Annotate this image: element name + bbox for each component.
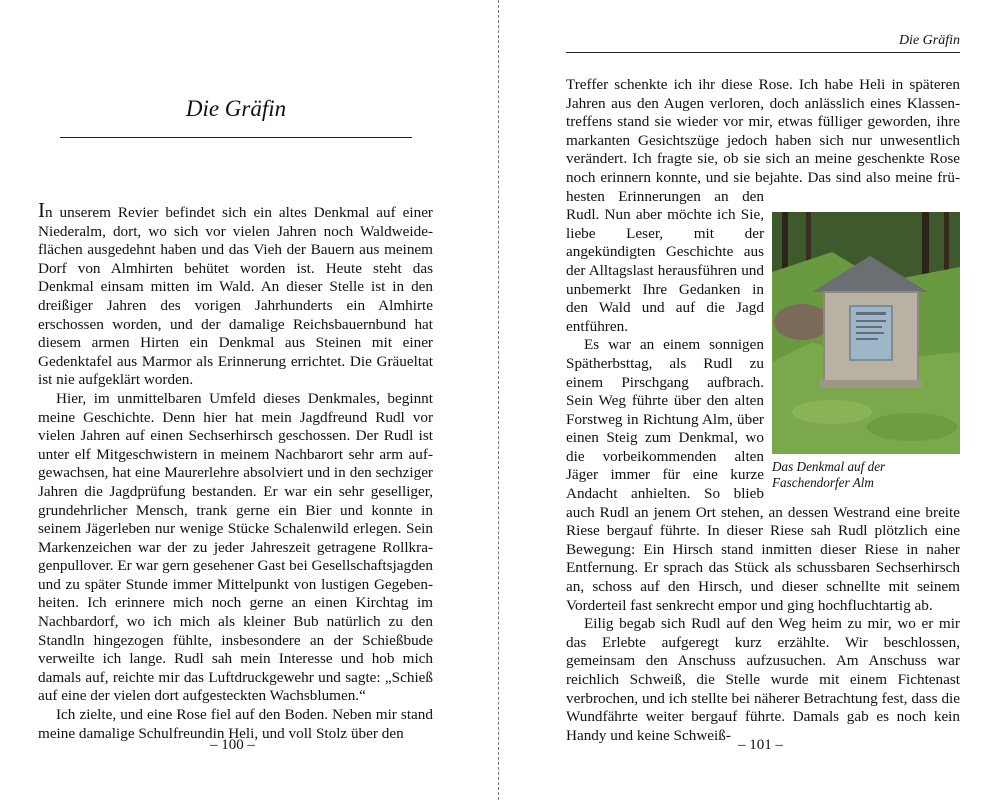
figure-caption: Das Denkmal auf der Faschendorfer Alm <box>772 459 886 490</box>
paragraph-6: Eilig begab sich Rudl auf den Weg heim zu mir, wo er mir das Erlebte aufgeregt kurz erzählte. Wir beschlossen, gemeinsam den Anschuss aufzusuchen. Am Anschuss war reichlich Schweiß, die Stelle wurde mit einem Fichtenast verbrochen, und ich stellte bei näherer Betrachtung fest, dass die Wundfährte weiter bergauf führte. Damals gab es noch kein Handy und keine Schweiß- <box>566 615 960 744</box>
paragraph-4: Treffer schenkte ich ihr diese Rose. Ich habe Heli in späteren Jahren aus den Augen verloren, doch anlässlich eines Klassentreffens stand sie wieder vor mir, etwas fülliger geworden, ihre markanten Gesichtszüge jedoch haben sich nur unwesentlich verändert. Ich fragte sie, ob sie sich an meine geschenkte Rose noch erinnern konnte, und sie bejahte. Das sind also meine frühesten Erinnerungen an den Rudl. Nun aber möchte ich Sie, liebe Leser, mit der angekündigten Geschichte aus der Alltagslast herausführen und unbemerkt Ihre Gedanken in den Wald und auf die Jagd entführen. <box>566 76 960 335</box>
paragraph-5: Es war an einem sonnigen Spätherbsttag, als Rudl zu einem Pirschgang aufbrach. Sein Weg führte über den alten Forstweg in Richtung Alm, über einen Steig zum Denkmal, wo die vorbeikommenden alten Jäger immer für eine kurze Andacht anhielten. So blieb auch Rudl an jenem Ort stehen, an dessen Westrand eine breite Riese bergauf führte. In dieser Riese sah Rudl plötzlich eine Bewegung: Ein Hirsch stand inmitten dieser Riese in naher Entfernung. Er sprach das Stück als schussbaren Sechserhirsch an, schoss auf den Hirsch, und dieser schnellte mit seinem Vorderteil fast senkrecht empor und ging hochfluchtartig ab. <box>566 336 960 614</box>
left-body-text <box>38 198 433 743</box>
title-rule <box>60 137 412 138</box>
page-gutter-divider <box>498 0 499 800</box>
page-number-right: – 101 – <box>738 737 783 753</box>
drop-cap: I <box>38 198 45 222</box>
paragraph-3: Ich zielte, und eine Rose fiel auf den Boden. Neben mir stand meine damalige Schulfreundin Heli, und voll Stolz über den <box>38 706 433 742</box>
monument-photo <box>772 212 960 454</box>
paragraph-1-text: n unserem Revier befindet sich ein altes Denkmal auf einer Niederalm, dort, wo sich vor vielen Jahren noch Waldweideflächen ausgedehnt haben und das Vieh der Bauern aus meinem Dorf von Almhirten behütet worden ist. Heute steht das Denkmal einsam mitten im Wald. An dieser Stelle ist in den dreißiger Jahren des vorigen Jahrhunderts ein Almhirte erschossen worden, und der damalige Reichsbauernbund hat diesem armen Hirten ein Denkmal aus Steinen mit einer Gedenktafel aus Marmor als Erinnerung errichtet. Die Gräueltat ist nie aufgeklärt worden. <box>38 204 433 389</box>
chapter-title: Die Gräfin <box>185 96 287 121</box>
paragraph-1 <box>38 198 433 390</box>
page-number-left: – 100 – <box>210 737 255 753</box>
header-rule <box>566 52 960 53</box>
left-page <box>0 0 498 800</box>
right-body-text <box>566 76 960 745</box>
paragraph-2: Hier, im unmittelbaren Umfeld dieses Denkmales, beginnt meine Geschichte. Denn hier hat mein Jagdfreund Rudl vor vielen Jahren auf einen Sechserhirsch geschossen. Der Rudl ist unter elf Mitgeschwistern in meinem Nachbarort sehr arm aufgewachsen, hat eine Maurerlehre absolviert und in den sechziger Jahren die Jagdprüfung bestanden. Er war ein sehr geselliger, grundehrlicher Mensch, trank gerne ein Bier und konnte in seinem Jägerleben nur wenige Stücke Schalenwild erlegen. Sein Markenzeichen war der zu jeder Jahreszeit getragene Rollkragenpullover. Er war gern gesehener Gast bei Gesellschaftsjagden und zu später Stunde immer Mittelpunkt von lustigen Gegebenheiten. Ich erinnere mich noch gerne an einen Kirchtag im Nachbardorf, wo ich mich als kleiner Bub natürlich zu den Standln hingezogen fühlte, insbesondere an der Schießbude verweilte ich lange. Rudl sah mein Interesse und hob mich damals auf, reichte mir das Luftdruckgewehr und sagte: „Schieß auf eine der vielen dort aufgesteckten Wachsblumen.“ <box>38 389 433 705</box>
running-head: Die Gräfin <box>898 33 960 48</box>
monument-figure <box>772 212 960 491</box>
